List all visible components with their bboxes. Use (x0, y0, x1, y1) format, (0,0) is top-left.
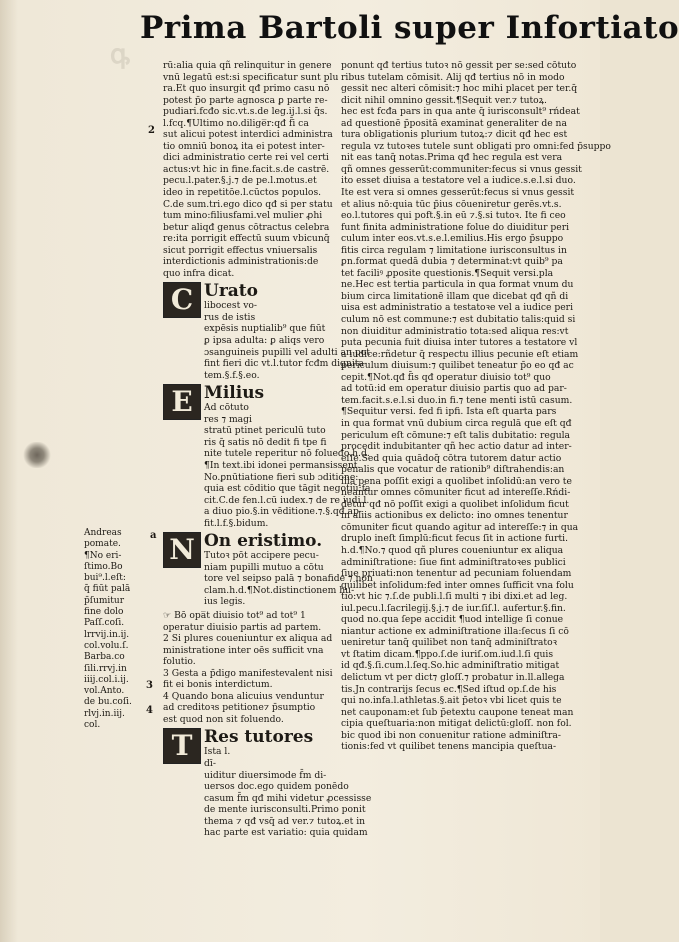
text-line: cōmuniter ficut quando agitur ad intereſſe:⁊ in qua (341, 521, 579, 533)
text-line: in qua format vnū dubium circa regulā que eſt qđ (341, 417, 572, 429)
text-line: cipia queſtuaria:non mitigat delictū:gloſſ. non fol. (341, 718, 572, 730)
text-line: ☞ Bō opa̅t diuisio tot⁹ ad tot⁹ 1 (163, 609, 306, 621)
text-line: sicut porrigit effectus vniuersalis (163, 244, 318, 256)
margin-line: bui⁹.l.eſt: (84, 573, 126, 584)
text-line: dicit nihil omnino gessit.¶Sequit ver.⁊ tutoꝝ. (341, 94, 547, 106)
text-line: Ad cōtuto (204, 402, 249, 414)
decorated-initial: T (163, 728, 201, 764)
text-line: potest p̄o parte agnosca ꝑ parte re- (163, 94, 328, 106)
text-line: ¶In text.ibi idonei permansissent. (204, 459, 361, 471)
text-line: sut alicui potest interdici administra (163, 129, 333, 141)
text-line: gessit nec alteri cōmisit:⁊ hoc mihi placet per ter.q̄ (341, 83, 578, 95)
text-line: periculum diuisum:⁊ quilibet teneatur p̄o eo qđ ac (341, 360, 574, 372)
text-line: culum nō est commune:⁊ est dubitatio talis:quid si (341, 314, 576, 326)
text-line: iul.pecu.l.ſacrilegij.§.j.⁊ de iur.ſiſ.l. aufertur.§.fin. (341, 602, 566, 614)
text-line: ito esset diuisa a testatore vel a iudice.s.e.l.si duo. (341, 175, 576, 187)
text-line: vt ſtatim dicam.¶ppo.ſ.de iuriſ.om.iud.l.ſi quis (341, 648, 554, 660)
text-line: qñ omnes gesserūt:communiter:fecus si vnus gessit (341, 163, 582, 175)
text-line: 2 Si plures coueniuntur ex aliqua ad (163, 633, 333, 645)
text-line: ra.Et quo insurgit qđ primo casu nō (163, 83, 330, 95)
margin-line: Paſſ.coſi. (84, 618, 125, 629)
text-line: eſſe.Sed quia quādoq̄ cōtra tutorem datur actio (341, 452, 562, 464)
text-line: operatur diuisio partis ad partem. (163, 621, 322, 633)
text-line: quo infra dicat. (163, 267, 235, 279)
text-line: ueniretur tanq̄ quilibet non tanq̄ adminiſtratoꝛ (341, 637, 557, 649)
text-line: rū:alia quia qñ relinquitur in genere (163, 60, 332, 71)
text-line: ad questionē p̄positā examinat generaliter de na (341, 117, 567, 129)
page-header: Prima Bartoli super Infortiato (140, 10, 679, 46)
text-line: betur aliqđ genus cōtractus celebra (163, 221, 330, 233)
text-line: uersos doc.ego quidem ponēdo (204, 781, 349, 793)
text-line: tis.Jn contrarijs ſecus ec.¶Sed iſtud op.ſ.de his (341, 683, 557, 695)
section-tres-tutores (163, 727, 372, 839)
text-line: libocest vo- (204, 300, 258, 312)
text-line: ad creditoꝛs petitione⁊ p̄sumptio (163, 702, 316, 714)
text-line: tum mino:filiusfami.vel mulier ꝓhi (163, 210, 323, 222)
text-line: ribus tutelam cōmisit. Alij qđ tertius nō in modo (341, 71, 565, 83)
text-line: 3 Gesta a p̄digo manifestevalent nisi (163, 667, 333, 679)
section-heading: Res tutores (204, 727, 314, 748)
margin-annotation (84, 528, 157, 731)
text-line: adminiſtratione: ſiue fint adminiſtratoꝛes publici (341, 556, 566, 568)
text-line: Ista l. (204, 746, 231, 758)
text-line: uiditur diuersimode f̄m di- (204, 769, 327, 781)
text-line: interdictionis administrationis:de (163, 256, 319, 268)
margin-line: de bu.coſi. (84, 697, 132, 708)
text-line: tionis:fed vt quilibet tenens mancipia queſtua- (341, 741, 557, 753)
text-line: dici administratio certe rei vel certi (163, 152, 329, 164)
text-line: stratū ptinet periculū tuto (204, 425, 326, 437)
text-line: id qđ.§.ſi.cum.l.ſeq.So.hic adminiſtratio mitigat (341, 660, 560, 672)
text-line: casum f̄m qđ mihi videtur ꝓcessisse (204, 792, 372, 804)
text-line: dī- (204, 757, 216, 769)
text-line: ideo in repetitōe.l.cūctos populos. (163, 187, 322, 199)
text-line: funt finita administratione folue do diuiditur peri (341, 221, 570, 233)
left-text-column (163, 60, 373, 841)
margin-line: q̄ fiūt palā (84, 584, 131, 595)
section-milius (163, 383, 371, 529)
text-line: cit.C.de fen.l.cū iudex.⁊ de re iudi.l. (204, 494, 370, 506)
margin-line: col. (84, 720, 101, 731)
text-line: detur qđ nō poſſit exigi a quolibet inſolidum ficut (341, 498, 569, 510)
text-line: vnū legatū est:si specificatur sunt plu (163, 71, 339, 83)
text-line: in aliis actionibus ex delicto: ino omnes tenentur (341, 510, 568, 522)
text-line: hec est fcđa pars in qua ante q̄ iurisconsult⁹ rńdeat (341, 106, 580, 118)
text-line: rus de istis (204, 311, 256, 323)
text-line: fit ei bonis interdictum. (163, 679, 273, 691)
text-line: cepit.¶Not.qđ f̄is qđ operatur diuisio tot⁹ quo (341, 371, 551, 383)
text-line: tio:vt hic ⁊.ſ.de publi.l.ſi multi ⁊ ibi dixi.et ad leg. (341, 591, 568, 603)
text-line: ne.Hec est tertia particula in qua format vnum du (341, 279, 574, 291)
left-top-paragraph (163, 60, 339, 279)
text-line: regula vz tutoꝛes tutele sunt obligati pro omni:fed p̄suppo (341, 140, 611, 152)
text-line: puta pecunia fuit diuisa inter tutores a testatore vl (341, 337, 578, 349)
text-line: l.fcq.¶Ultimo no.dilige̅r:qđ f̄i ca (163, 117, 309, 129)
ink-bleed-through: ꝓ (110, 40, 131, 70)
margin-line: ¶No eri- (84, 550, 122, 561)
section-marker: a (150, 530, 157, 541)
text-line: ministratione inter oēs sufficit vna (163, 644, 324, 656)
margin-line: col.volu.ſ. (84, 640, 129, 651)
text-line: illa pena poſſit exigi a quolibet inſolidū:an vero te (341, 475, 572, 487)
text-line: Tutoꝛ pōt accipere pecu- (204, 550, 319, 562)
text-line: No.ꝑnūtiatione fieri sub ɔditione: (204, 471, 359, 483)
text-line: non diuiditur administratio tota:sed aliqua res:vt (341, 325, 569, 337)
margin-line: iiij.col.i.ij. (84, 674, 129, 685)
decorated-initial: E (163, 384, 201, 420)
section-marker: 3 (146, 680, 153, 691)
margin-line: ſtimo.Bo (84, 561, 123, 572)
text-line: quia est cōditio que tāgit negotiū:fa (204, 483, 371, 495)
text-line: ꝑ ipsa adulta: ꝑ aliqs vero (204, 335, 325, 347)
right-column-text (341, 60, 611, 753)
summary-points (163, 610, 331, 725)
text-line: bic quod ibi non conuenitur ratione adminiſtra- (341, 729, 561, 741)
text-line: tore vel seipso palā ⁊ bonafide ⁊ non (204, 573, 373, 585)
text-line: tet faciliꝰ ꝓposite questionis.¶Sequit versi.pla (341, 267, 554, 279)
text-line: pudiari.fcđo sic.vt.s.de leg.ij.l.si q̄s. (163, 106, 328, 118)
margin-line: ſili.rrvj.in (84, 663, 127, 674)
margin-line: rlvj.in.iij. (84, 708, 125, 719)
text-line: fint fieri dic vt.l.tutor fcđm dignita- (204, 358, 368, 370)
text-line: de mente iurisconsulti.Primo ponit (204, 804, 366, 816)
text-line: ¶Sequitur versi. fed fi ipfi. Ista eſt quarta pars (341, 406, 557, 418)
section-marker: 2 (148, 125, 155, 136)
text-line: uisa est administratio a testatoꝛe vel a iudice peri (341, 302, 574, 314)
text-line: periculum eſt cōmune:⁊ eſt talis dubitatio: regula (341, 429, 571, 441)
text-line: ad totū:id em operatur diuisio partis quo ad par- (341, 383, 567, 395)
text-line: penalis que vocatur de rationib⁹ diſtrahendis:an (341, 464, 565, 476)
text-line: tio omniū bonoꝝ ita ei potest inter- (163, 140, 325, 152)
text-line: clam.h.d.¶Not.distinctionem hu- (204, 584, 355, 596)
text-line: actus:vt hic in fine.facit.s.de castrē. (163, 163, 330, 175)
text-line: fit.l.f.§.bidum. (204, 517, 269, 529)
text-line: ius legis. (204, 596, 246, 608)
margin-line: Barba.co (84, 652, 125, 663)
text-line: est quod non sit foluendo. (163, 713, 284, 725)
text-line: fitis circa regulam ⁊ limitatione iurisconsultus in (341, 244, 567, 256)
text-line: ꝑn.format quedā dubia ⁊ determinat:vt quib⁹ pa (341, 256, 563, 268)
text-line: nite tutele reperitur nō folueđo.h.d. (204, 448, 370, 460)
decorated-initial: C (163, 282, 201, 318)
text-line: expēsis nuptialib⁹ que fiūt (204, 323, 326, 335)
text-line: thema ⁊ qđ vsq̄ ad ver.⁊ tutoꝝ.et in (204, 815, 366, 827)
text-line: ɔsanguineis pupilli vel adulti an pot (204, 346, 370, 358)
text-line: ponunt qđ tertius tutoꝛ nō gessit per se:sed cōtuto (341, 60, 577, 71)
decorated-initial: N (163, 532, 201, 568)
margin-line: pomate. (84, 539, 121, 550)
text-line: Ite est vera si omnes gesserūt:fecus si vnus gessit (341, 187, 575, 199)
text-line: 4 Quando bona alicuius venduntur (163, 690, 324, 702)
text-line: re:ita porrigit effectū suum vbicunq̄ (163, 233, 330, 245)
text-line: niam pupilli mutuo a cōtu (204, 561, 324, 573)
text-line: tem.§.f.§.eo. (204, 369, 260, 381)
section-text (204, 746, 371, 838)
text-line: qui no.infa.l.athletas.§.ait p̄etoꝛ vbi licet quis te (341, 695, 562, 707)
ink-smudge (22, 442, 52, 468)
text-line: hac parte est variatio: quia quidam (204, 827, 368, 839)
text-line: net cauponam:et ſub p̄etextu caupone teneat man (341, 706, 574, 718)
section-marker: 4 (146, 705, 153, 716)
section-non-existimo (163, 531, 373, 608)
text-line: procedit indubitanter qñ hec actio datur ad inter- (341, 441, 572, 453)
section-heading: Milius (204, 383, 265, 404)
text-line: folutio. (163, 656, 196, 668)
margin-line: Andreas (84, 528, 122, 538)
text-line: niantur actione ex adminiſtratione illa:ſecus ſi cō (341, 625, 569, 637)
margin-line: p̄ſumitur (84, 595, 125, 606)
text-line: ris q̄ satis nō dedit fi tpe fi (204, 436, 327, 448)
text-line: tura obligationis plurium tutoꝝ:⁊ dicit qđ hec est (341, 129, 568, 141)
section-curator (163, 281, 370, 381)
text-line: quilibet inſolidum:fed inter omnes ſufficit vna folu (341, 579, 574, 591)
text-line: a diuo pio.§.in vēditione.⁊.§.qđ ap- (204, 506, 363, 518)
text-line: h.d.¶No.⁊ quod qñ plures coueniuntur ex aliqua (341, 544, 564, 556)
text-line: culum inter eos.vt.s.e.l.emilius.His ergo p̄suppo (341, 233, 564, 245)
text-line: a iudice:rñdetur q̄ respectu illius pecunie eſt etiam (341, 348, 579, 360)
text-line: nit eas tanq̄ notas.Prima qđ hec regula est vera (341, 152, 563, 164)
margin-line: fine dolo (84, 607, 124, 618)
text-line: C.de sum.tri.ego dico qđ si per statu (163, 198, 333, 210)
margin-line: vol.Anto. (84, 686, 125, 697)
text-line: druplo ineſt ſimplū:ficut fecus ſit in actione furti. (341, 533, 569, 545)
text-line: ſiue priuati:non tenentur ad pecuniam foluendam (341, 568, 572, 580)
section-heading: On eristimo. (204, 531, 323, 552)
margin-line: lrrvij.in.ij. (84, 629, 130, 640)
text-line: quod no.qua ſepe accidit ¶uod intellige ſi conue (341, 614, 564, 626)
right-text-column (341, 60, 611, 753)
text-line: tem.facit.s.e.l.si duo.in fi.⁊ tene menti istū casum. (341, 394, 573, 406)
section-heading: Urato (204, 281, 258, 302)
text-line: et alius nō:quia tūc p̄ius cōueniretur gerēs.vt.s. (341, 198, 562, 210)
text-line: delictum vt per dict⁊ gloſſ.⁊ probatur in.ll.allega (341, 671, 565, 683)
text-line: neantur omnes cōmuniter ficut ad intereſſe.Rńdi- (341, 487, 571, 499)
text-line: res ⁊ magi (204, 413, 252, 425)
text-line: pecu.l.pater.§.j.⁊ de pe.l.motus.et (163, 175, 317, 187)
text-line: eo.l.tutores qui poft.§.in eū ⁊.§.si tutoꝛ. Ite fi ceo (341, 210, 566, 222)
text-line: bium circa limitationē illam que dicebat qđ qñ di (341, 290, 569, 302)
